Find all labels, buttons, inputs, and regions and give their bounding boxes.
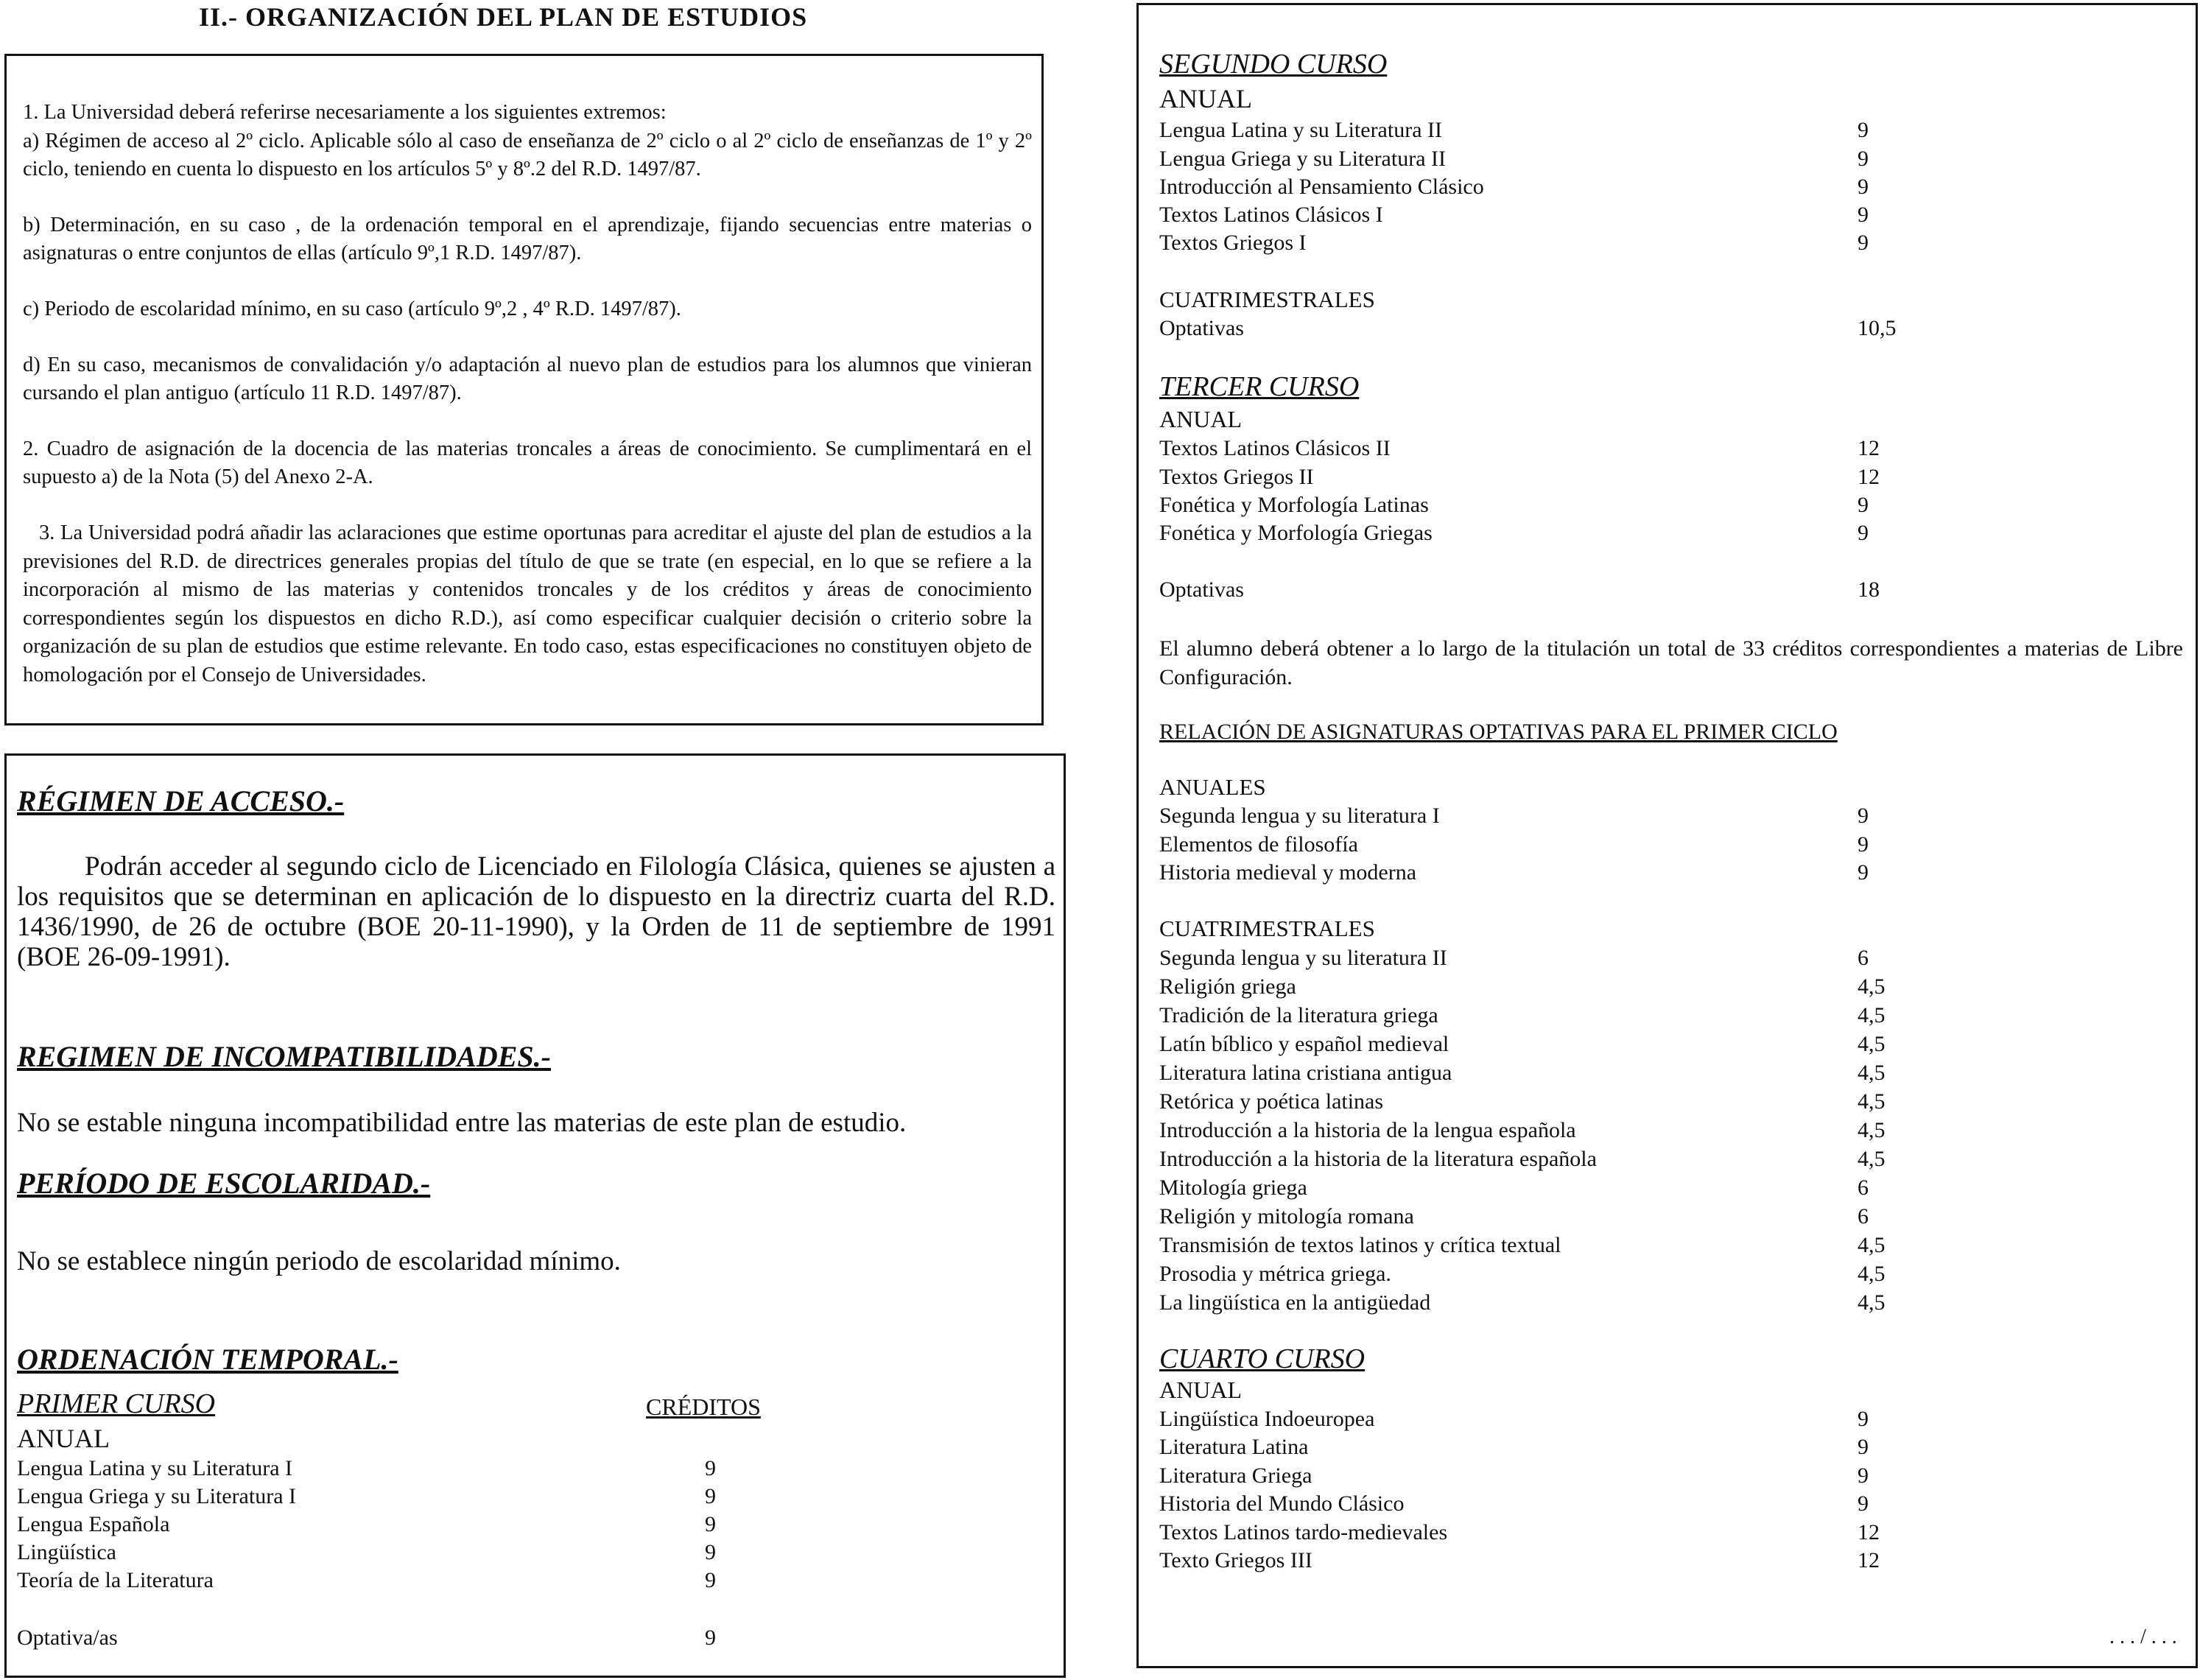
course-credits: 12 [1858,1520,1880,1544]
cuarto-curso-row [1159,1547,1880,1574]
course-name: Optativas [1159,316,1244,340]
tercer-curso-title: TERCER CURSO [1159,371,1360,402]
courses-box [1136,3,2198,1668]
course-name: Lengua Griega y su Literatura II [1159,147,1446,171]
optativa-cuatrimestral-row [1159,945,1869,971]
course-name: Textos Latinos Clásicos II [1159,436,1391,460]
course-credits: 9 [705,1540,716,1564]
course-credits: 6 [1858,1204,1869,1229]
course-name: Introducción al Pensamiento Clásico [1159,175,1484,199]
course-credits: 4,5 [1858,1118,1886,1142]
cuarto-curso-row [1159,1491,1869,1517]
course-credits: 9 [705,1512,716,1536]
note-1-a: a) Régimen de acceso al 2º ciclo. Aplicable sólo al caso de enseñanza de 2º ciclo o al 2º ciclo de enseñanzas de 1º y 2º ciclo, teniendo en cuenta lo dispuesto en los artículos 5º y 8º.2 del R.D. 1497/87. [23,129,1032,181]
course-name: Fonética y Morfología Griegas [1159,521,1433,545]
course-name: Lengua Española [17,1512,170,1536]
course-name: Historia del Mundo Clásico [1159,1491,1405,1516]
course-name: Religión griega [1159,974,1296,999]
segundo-curso-row [1159,117,1869,144]
segundo-curso-row [1159,202,1869,228]
optativa-cuatrimestral-row [1159,1089,1886,1115]
course-credits: 12 [1858,1548,1880,1572]
course-credits: 9 [1858,493,1869,517]
course-credits: 9 [1858,832,1869,857]
segundo-curso-row [1159,174,1869,200]
note-1-b: b) Determinación, en su caso , de la ordenación temporal en el aprendizaje, fijando secuencias entre materias o asignaturas o entre conjuntos de ellas (artículo 9º,1 R.D. 1497/87). [23,213,1032,265]
cuarto-curso-row [1159,1434,1869,1461]
course-name: Retórica y poética latinas [1159,1089,1384,1114]
course-name: Textos Latinos tardo-medievales [1159,1520,1448,1544]
course-name: Religión y mitología romana [1159,1204,1414,1229]
segundo-curso-optativas-row [1159,315,1897,342]
note-1-c: c) Periodo de escolaridad mínimo, en su caso (artículo 9º,2 , 4º R.D. 1497/87). [23,297,681,320]
optativa-cuatrimestral-row [1159,1261,1886,1287]
course-credits: 9 [1858,521,1869,545]
acceso-title: RÉGIMEN DE ACCESO.- [17,784,345,818]
course-credits: 9 [1858,175,1869,199]
cuarto-curso-row [1159,1463,1869,1489]
course-name: Prosodia y métrica griega. [1159,1262,1391,1286]
course-name: Lengua Latina y su Literatura II [1159,118,1442,142]
course-name: Introducción a la historia de la literatura española [1159,1147,1597,1171]
note-3: 3. La Universidad podrá añadir las aclaraciones que estime oportunas para acreditar el ajuste del plan de estudios a la previsiones del R.D. de directrices generales propias del título de que se trate (en especial, en lo que se refiere a la incorporación al mismo de las materias y contenidos troncales y de los créditos y áreas de conocimiento correspondientes según los dispuestos en dicho R.D.), así como especificar cualquier decisión o criterio sobre la organización de su plan de estudios que estime relevante. En todo caso, estas especificaciones no constituyen objeto de homologación por el Consejo de Universidades. [23,521,1032,686]
course-name: Lengua Latina y su Literatura I [17,1456,293,1480]
course-name: Teoría de la Literatura [17,1568,214,1592]
optativas-anuales-label: ANUALES [1159,774,1266,800]
optativa-cuatrimestral-row [1159,1002,1886,1029]
course-name: Lingüística [17,1540,116,1564]
periodo-text: No se establece ningún periodo de escolaridad mínimo. [17,1246,621,1276]
course-credits: 4,5 [1858,1147,1886,1171]
course-credits: 4,5 [1858,1032,1886,1056]
segundo-curso-anual: ANUAL [1159,84,1252,113]
course-name: Transmisión de textos latinos y crítica textual [1159,1233,1561,1257]
optativa-cuatrimestral-row [1159,1031,1886,1058]
cuarto-curso-row [1159,1406,1869,1433]
optativa-cuatrimestral-row [1159,1146,1886,1173]
course-credits: 6 [1858,1175,1869,1200]
course-name: Literatura Latina [1159,1435,1309,1459]
primer-curso-row [17,1483,716,1510]
segundo-curso-row [1159,146,1869,172]
course-credits: 9 [1858,118,1869,142]
course-credits: 4,5 [1858,1233,1886,1257]
continuation-mark: . . . / . . . [2109,1625,2177,1648]
course-name: Lengua Griega y su Literatura I [17,1484,296,1508]
incompatibilidades-text: No se estable ninguna incompatibilidad entre las materias de este plan de estudio. [17,1108,907,1138]
course-name: Optativa/as [17,1625,118,1650]
course-credits: 9 [1858,147,1869,171]
course-credits: 4,5 [1858,1003,1886,1027]
course-credits: 18 [1858,577,1880,602]
tercer-curso-anual: ANUAL [1159,406,1242,432]
primer-curso-row [17,1539,716,1566]
course-credits: 4,5 [1858,1262,1886,1286]
course-credits: 9 [1858,860,1869,885]
course-credits: 4,5 [1858,1089,1886,1114]
tercer-curso-row [1159,464,1880,491]
course-credits: 6 [1858,946,1869,970]
optativa-anual-row [1159,803,1869,829]
course-credits: 4,5 [1858,1290,1886,1315]
note-1-intro: 1. La Universidad deberá referirse necesariamente a los siguientes extremos: [23,101,667,124]
course-credits: 9 [1858,1407,1869,1431]
primer-curso-row [17,1511,716,1538]
optativa-cuatrimestral-row [1159,1232,1886,1259]
tercer-curso-row [1159,435,1880,462]
primer-curso-title: PRIMER CURSO [17,1388,216,1419]
course-credits: 9 [1858,804,1869,828]
course-name: Textos Latinos Clásicos I [1159,203,1383,227]
course-name: La lingüística en la antigüedad [1159,1290,1431,1315]
course-name: Tradición de la literatura griega [1159,1003,1438,1027]
optativa-anual-row [1159,860,1869,886]
notes-text [23,99,1032,690]
course-credits: 9 [705,1484,716,1508]
segundo-curso-cuatrimestrales: CUATRIMESTRALES [1159,287,1375,312]
primer-curso-anual: ANUAL [17,1424,110,1453]
course-name: Introducción a la historia de la lengua española [1159,1118,1576,1142]
course-name: Literatura latina cristiana antigua [1159,1061,1452,1085]
tercer-curso-optativas-row [1159,577,1880,603]
optativas-cuatrimestrales-label: CUATRIMESTRALES [1159,915,1375,941]
course-name: Literatura Griega [1159,1463,1312,1488]
course-name: Lingüística Indoeuropea [1159,1407,1375,1431]
optativas-title: RELACIÓN DE ASIGNATURAS OPTATIVAS PARA EL PRIMER CICLO [1159,720,1838,744]
incompatibilidades-title: REGIMEN DE INCOMPATIBILIDADES.- [17,1040,551,1073]
note-1-d: d) En su caso, mecanismos de convalidación y/o adaptación al nuevo plan de estudios para los alumnos que vinieran cursando el plan antiguo (artículo 11 R.D. 1497/87). [23,353,1032,405]
primer-curso-row [17,1455,716,1482]
course-name: Textos Griegos II [1159,465,1314,489]
course-credits: 10,5 [1858,316,1897,340]
cuarto-curso-row [1159,1519,1880,1546]
segundo-curso-row [1159,230,1869,256]
course-name: Mitología griega [1159,1175,1307,1200]
optativa-anual-row [1159,832,1869,858]
primer-curso-optativa-row [17,1625,716,1651]
course-name: Textos Griegos I [1159,231,1307,255]
course-credits: 9 [705,1456,716,1480]
page-title: II.- ORGANIZACIÓN DEL PLAN DE ESTUDIOS [199,2,808,32]
segundo-curso-title: SEGUNDO CURSO [1159,49,1388,80]
notes-box [4,54,1044,725]
course-credits: 9 [705,1625,716,1650]
course-credits: 9 [1858,203,1869,227]
course-credits: 9 [1858,231,1869,255]
optativa-cuatrimestral-row [1159,1175,1869,1201]
acceso-text: Podrán acceder al segundo ciclo de Licenciado en Filología Clásica, quienes se ajusten a los requisitos que se determinan en aplicación de lo dispuesto en la directriz cuarta del R.D. 1436/1990, de 26 de octubre (BOE 20-11-1990), y la Orden de 11 de septiembre de 1991 (BOE 26-09-1991). [17,851,1055,972]
course-name: Segunda lengua y su literatura I [1159,804,1440,828]
tercer-curso-row [1159,492,1869,519]
course-credits: 12 [1858,465,1880,489]
course-name: Latín bíblico y español medieval [1159,1032,1449,1056]
optativa-cuatrimestral-row [1159,974,1886,1000]
course-name: Optativas [1159,577,1244,602]
course-name: Elementos de filosofía [1159,832,1358,857]
course-name: Segunda lengua y su literatura II [1159,946,1447,970]
course-name: Historia medieval y moderna [1159,860,1417,885]
optativa-cuatrimestral-row [1159,1203,1869,1230]
tercer-curso-row [1159,520,1869,546]
course-credits: 4,5 [1858,974,1886,999]
course-credits: 9 [1858,1491,1869,1516]
course-credits: 12 [1858,436,1880,460]
note-2: 2. Cuadro de asignación de la docencia de las materias troncales a áreas de conocimiento. Se cumplimentará en el supuesto a) de la Nota (5) del Anexo 2-A. [23,437,1032,489]
course-name: Fonética y Morfología Latinas [1159,493,1429,517]
course-credits: 9 [705,1568,716,1592]
optativa-cuatrimestral-row [1159,1060,1886,1086]
ordenacion-title: ORDENACIÓN TEMPORAL.- [17,1343,398,1376]
optativa-cuatrimestral-row [1159,1290,1886,1316]
periodo-title: PERÍODO DE ESCOLARIDAD.- [17,1167,431,1200]
cuarto-curso-title: CUARTO CURSO [1159,1343,1366,1374]
course-credits: 9 [1858,1463,1869,1488]
creditos-header: CRÉDITOS [646,1393,761,1420]
cuarto-curso-anual: ANUAL [1159,1377,1242,1403]
course-name: Texto Griegos III [1159,1548,1312,1572]
course-credits: 4,5 [1858,1061,1886,1085]
libre-configuracion-text: El alumno deberá obtener a lo largo de la titulación un total de 33 créditos correspondientes a materias de Libre Configuración. [1159,636,2183,689]
regimen-box [4,753,1066,1678]
course-credits: 9 [1858,1435,1869,1459]
optativa-cuatrimestral-row [1159,1117,1886,1144]
primer-curso-row [17,1567,716,1594]
